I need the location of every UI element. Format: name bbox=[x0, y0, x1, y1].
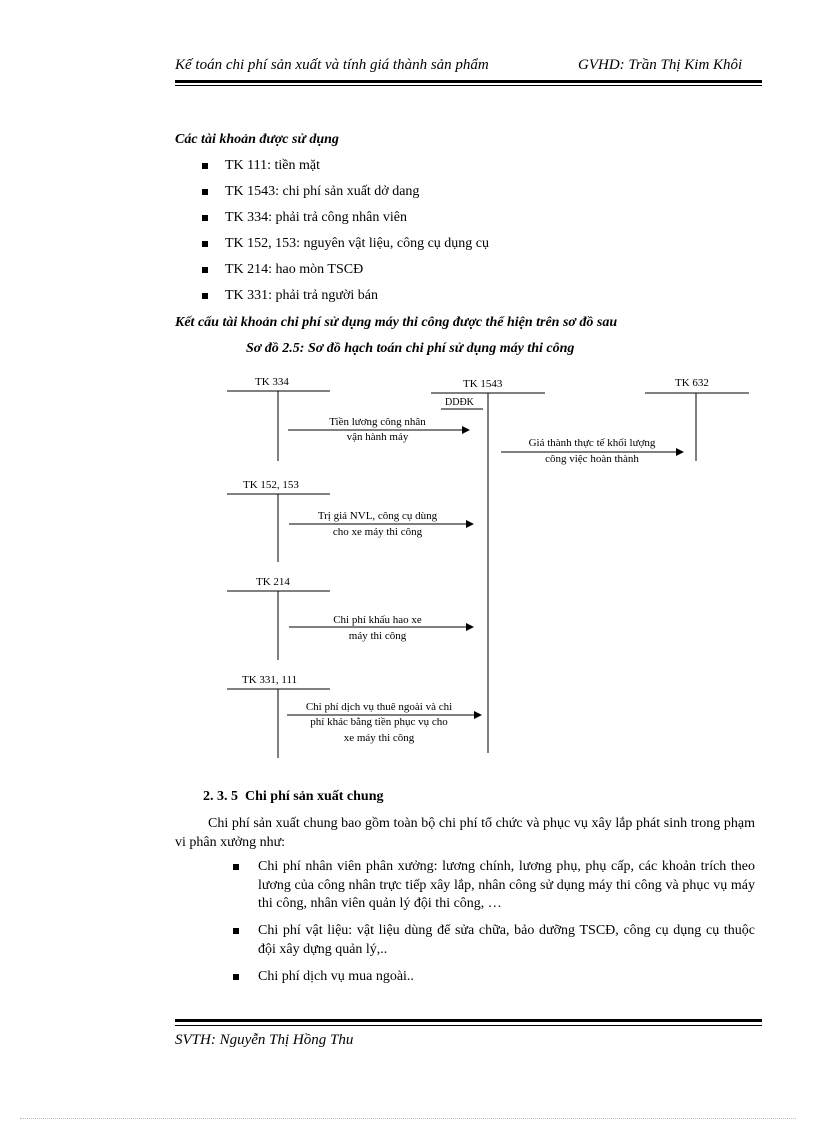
section-intro: Chi phí sản xuất chung bao gồm toàn bộ chi phí tổ chức và phục vụ xây lắp phát sinh trong phạm vi phân xưởng như: bbox=[175, 816, 755, 850]
tk632-label: TK 632 bbox=[675, 377, 709, 389]
account-item: TK 334: phải trả công nhân viên bbox=[225, 210, 407, 225]
flow-services-line2: phí khác bằng tiền phục vụ cho bbox=[310, 716, 448, 728]
tk1543-label: TK 1543 bbox=[463, 378, 503, 390]
flow-depreciation-line1: Chi phí khấu hao xe bbox=[333, 614, 422, 626]
flow-cost-line1: Giá thành thực tế khối lượng bbox=[528, 437, 656, 449]
footer-rule-thin bbox=[175, 1025, 762, 1026]
bullet-icon bbox=[233, 928, 239, 934]
flow-materials-line2: cho xe máy thi công bbox=[332, 526, 423, 538]
section-bullet: Chi phí nhân viên phân xưởng: lương chính, lương phụ, phụ cấp, các khoản trích theo lương của công nhân trực tiếp xây lắp, nhân công sử dụng máy thi công và phục vụ máy thi công, nhân viên quản lý đội thi công, … bbox=[258, 859, 755, 911]
section-bullet: Chi phí dịch vụ mua ngoài.. bbox=[258, 969, 414, 984]
flow-wages-line1: Tiền lương công nhân bbox=[329, 416, 426, 428]
dddk-label: DDĐK bbox=[445, 397, 474, 408]
structure-heading: Kết cấu tài khoản chi phí sử dụng máy thi công được thể hiện trên sơ đồ sau bbox=[175, 315, 618, 330]
footer-rule-thick bbox=[175, 1019, 762, 1022]
flow-services-line1: Chi phí dịch vụ thuê ngoài và chi bbox=[305, 701, 453, 713]
flow-depreciation-line2: máy thi công bbox=[348, 630, 407, 642]
page-bottom-edge bbox=[20, 1118, 796, 1119]
flow-materials-line1: Trị giá NVL, công cụ dùng bbox=[317, 510, 438, 522]
diagram-title: Sơ đồ 2.5: Sơ đồ hạch toán chi phí sử dụng máy thi công bbox=[246, 341, 575, 356]
flow-cost-line2: công việc hoàn thành bbox=[545, 453, 639, 465]
account-item: TK 152, 153: nguyên vật liệu, công cụ dụng cụ bbox=[225, 236, 490, 251]
flow-wages-line2: vận hành máy bbox=[346, 431, 409, 443]
account-item: TK 331: phải trả người bán bbox=[225, 288, 379, 303]
section-heading bbox=[203, 789, 384, 805]
tk152-label: TK 152, 153 bbox=[243, 479, 299, 491]
tk334-label: TK 334 bbox=[255, 376, 289, 388]
accounts-heading: Các tài khoản được sử dụng bbox=[175, 132, 339, 147]
section-number: 2. 3. 5 bbox=[203, 789, 238, 804]
account-item: TK 111: tiền mặt bbox=[225, 158, 320, 173]
flow-services-line3: xe máy thi công bbox=[343, 732, 415, 744]
section-bullet: Chi phí vật liệu: vật liệu dùng để sửa chữa, bảo dưỡng TSCĐ, công cụ dụng cụ thuộc đội xây dựng quản lý,.. bbox=[258, 923, 755, 957]
bullet-icon bbox=[233, 864, 239, 870]
account-item: TK 1543: chi phí sản xuất dở dang bbox=[225, 184, 420, 199]
header-title: Kế toán chi phí sản xuất và tính giá thành sản phẩm bbox=[175, 57, 489, 73]
tk331-label: TK 331, 111 bbox=[242, 674, 298, 686]
section-title: Chi phí sản xuất chung bbox=[245, 789, 384, 804]
tk214-label: TK 214 bbox=[256, 576, 290, 588]
bullet-icon bbox=[233, 974, 239, 980]
header-advisor: GVHD: Trần Thị Kim Khôi bbox=[578, 57, 743, 73]
account-item: TK 214: hao mòn TSCĐ bbox=[225, 262, 364, 277]
footer-student: SVTH: Nguyễn Thị Hồng Thu bbox=[175, 1032, 354, 1048]
